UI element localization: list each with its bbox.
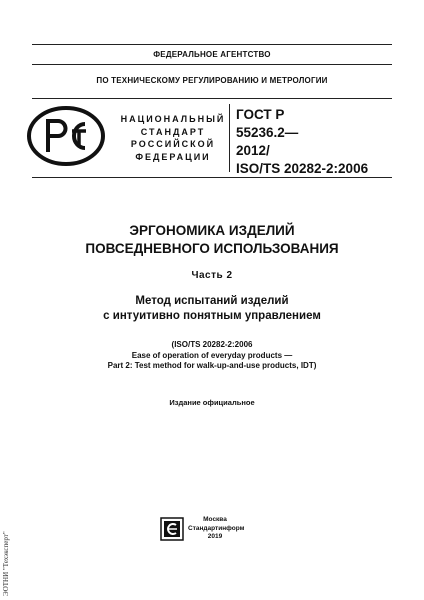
standard-caption-line: РОССИЙСКОЙ bbox=[130, 139, 216, 149]
header-divider bbox=[32, 98, 392, 99]
standard-number-line: ГОСТ Р bbox=[236, 107, 285, 122]
caption-divider bbox=[229, 104, 230, 172]
sidebar-watermark: ЭОТНИ "Техэксперт" bbox=[2, 531, 10, 596]
standard-caption-line: НАЦИОНАЛЬНЫЙ bbox=[120, 114, 226, 124]
title-line: ПОВСЕДНЕВНОГО ИСПОЛЬЗОВАНИЯ bbox=[85, 241, 339, 256]
standard-caption-line: ФЕДЕРАЦИИ bbox=[135, 151, 211, 162]
title-line: ЭРГОНОМИКА ИЗДЕЛИЙ bbox=[129, 223, 295, 238]
standard-number-line: ISO/TS 20282-2:2006 bbox=[236, 161, 369, 176]
publisher-line: 2019 bbox=[207, 533, 223, 540]
agency-divider bbox=[32, 64, 392, 65]
top-rule bbox=[32, 44, 392, 45]
gost-r-mark-icon bbox=[26, 105, 106, 167]
standard-caption-line: СТАНДАРТ bbox=[140, 126, 206, 137]
standard-number-line: 2012/ bbox=[236, 143, 270, 158]
english-title-line: (ISO/TS 20282-2:2006 bbox=[171, 340, 253, 349]
document-title bbox=[0, 222, 424, 258]
document-subtitle bbox=[0, 294, 424, 324]
standard-caption bbox=[118, 113, 228, 163]
english-title bbox=[0, 340, 424, 372]
english-title-line: Ease of operation of everyday products — bbox=[131, 350, 293, 360]
publisher-line: Москва bbox=[203, 516, 227, 523]
standartinform-logo-icon bbox=[160, 517, 184, 541]
standard-number bbox=[236, 106, 368, 178]
agency-line-2: ПО ТЕХНИЧЕСКОМУ РЕГУЛИРОВАНИЮ И МЕТРОЛОГИИ bbox=[96, 76, 328, 85]
standard-number-line: 55236.2— bbox=[236, 125, 299, 140]
agency-line-1: ФЕДЕРАЛЬНОЕ АГЕНТСТВО bbox=[153, 50, 271, 59]
publisher-info bbox=[188, 516, 245, 542]
publisher-line: Стандартинформ bbox=[188, 524, 245, 532]
subtitle-line: с интуитивно понятным управлением bbox=[103, 310, 321, 322]
subtitle-line: Метод испытаний изделий bbox=[135, 295, 289, 307]
part-label: Часть 2 bbox=[191, 270, 233, 281]
edition-label: Издание официальное bbox=[169, 398, 255, 407]
english-title-line: Part 2: Test method for walk-up-and-use products, IDT) bbox=[107, 361, 317, 370]
title-divider bbox=[32, 177, 392, 178]
